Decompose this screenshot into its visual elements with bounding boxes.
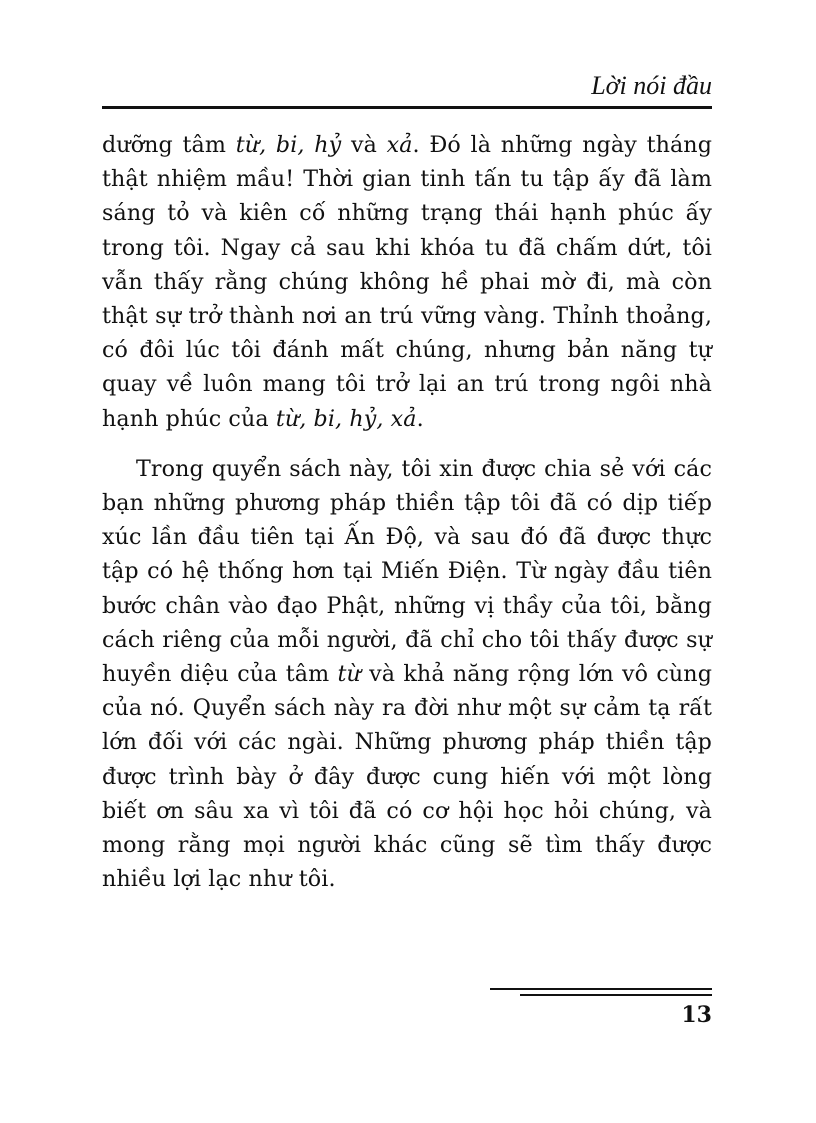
body-text — [102, 128, 712, 896]
paragraph-2-text: Trong quyển sách này, tôi xin được chia sẻ với các bạn những phương pháp thiền tập tôi đã có dịp tiếp xúc lần đầu tiên tại Ấn Độ, và sau đó đã được thực tập có hệ thống hơn tại Miến Điện. Từ ngày đầu tiên bước chân vào đạo Phật, những vị thầy của tôi, bằng cách riêng của mỗi người, đã chỉ cho tôi thấy được sự huyền diệu của tâm — [102, 455, 712, 688]
paragraph-1-text: . — [416, 405, 424, 432]
paragraph-1-text: dưỡng tâm — [102, 132, 236, 158]
running-title: Lời nói đầu — [591, 71, 712, 100]
footer-rule — [520, 994, 712, 996]
paragraph-1-italic: từ, bi, hỷ — [235, 132, 342, 158]
paragraph-1-text: và — [341, 132, 387, 158]
paragraph-2-italic: từ — [337, 661, 361, 688]
header-rule — [102, 106, 712, 109]
paragraph-1-italic: từ, bi, hỷ, xả — [275, 405, 417, 432]
page-number: 13 — [681, 1002, 712, 1028]
footer-rule — [490, 988, 712, 990]
paragraph-2 — [102, 452, 712, 897]
paragraph-1-text: . Đó là những ngày tháng thật nhiệm mầu! Thời gian tinh tấn tu tập ấy đã làm sáng tỏ và kiên cố những trạng thái hạnh phúc ấy trong tôi. Ngay cả sau khi khóa tu đã chấm dứt, tôi vẫn thấy rằng chúng không hề phai mờ đi, mà còn thật sự trở thành nơi an trú vững vàng. Thỉnh thoảng, có đôi lúc tôi đánh mất chúng, nhưng bản năng tự quay về luôn mang tôi trở lại an trú trong ngôi nhà hạnh phúc của — [102, 132, 712, 432]
paragraph-1-italic: xả — [386, 132, 413, 158]
paragraph-1 — [102, 128, 712, 436]
paragraph-2-text: và khả năng rộng lớn vô cùng của nó. Quyển sách này ra đời như một sự cảm tạ rất lớn đối với các ngài. Những phương pháp thiền tập được trình bày ở đây được cung hiến với một lòng biết ơn sâu xa vì tôi đã có cơ hội học hỏi chúng, và mong rằng mọi người khác cũng sẽ tìm thấy được nhiều lợi lạc như tôi. — [102, 661, 713, 893]
